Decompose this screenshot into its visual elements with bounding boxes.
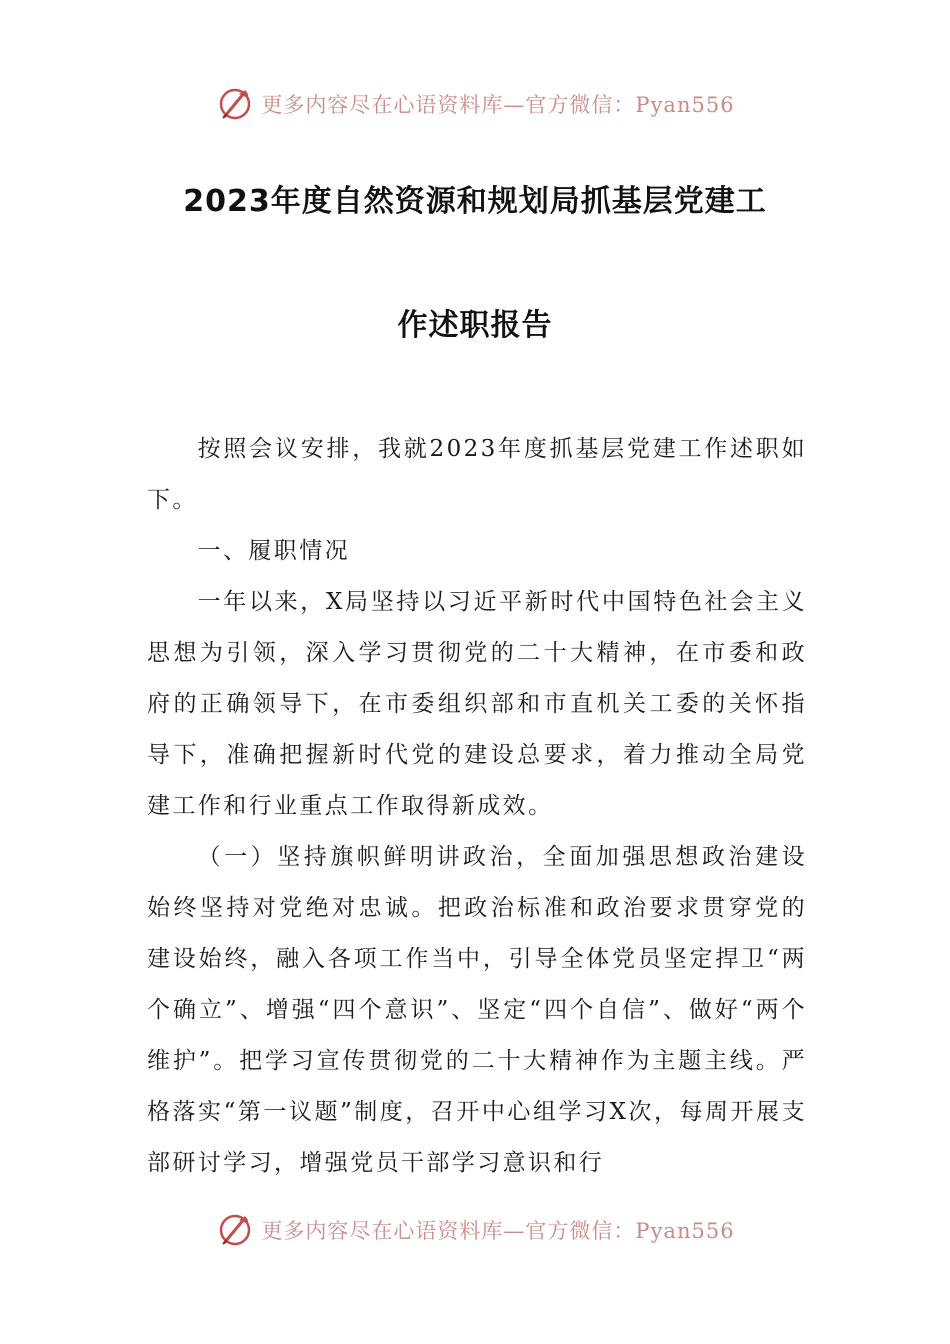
watermark-text: 更多内容尽在心语资料库—官方微信：Pyan556: [261, 1219, 735, 1243]
document-title-line-1: 2023年度自然资源和规划局抓基层党建工: [183, 184, 767, 219]
quill-logo-icon: [215, 84, 255, 124]
quill-logo-icon: [215, 1210, 255, 1250]
watermark-text: 更多内容尽在心语资料库—官方微信：Pyan556: [261, 93, 735, 117]
paragraph: 一年以来，X局坚持以习近平新时代中国特色社会主义思想为引领，深入学习贯彻党的二十大精神，在市委和政府的正确领导下，在市委组织部和市直机关工委的关怀指导下，准确把握新时代党的建设总要求，着力推动全局党建工作和行业重点工作取得新成效。: [147, 589, 807, 819]
paragraph: （一）坚持旗帜鲜明讲政治，全面加强思想政治建设始终坚持对党绝对忠诚。把政治标准和政治要求贯穿党的建设始终，融入各项工作当中，引导全体党员坚定捍卫“两个确立”、增强“四个意识”、坚定“四个自信”、做好“两个维护”。把学习宣传贯彻党的二十大精神作为主题主线。严格落实“第一议题”制度，召开中心组学习X次，每周开展支部研讨学习，增强党员干部学习意识和行: [147, 844, 807, 1176]
watermark-banner-bottom: [0, 1208, 950, 1252]
document-title-line-2: 作述职报告: [397, 308, 553, 343]
document-body: [147, 424, 807, 1189]
section-heading: 一、履职情况: [197, 538, 350, 564]
paragraph: 按照会议安排，我就2023年度抓基层党建工作述职如下。: [147, 436, 807, 513]
watermark-banner-top: [0, 82, 950, 126]
